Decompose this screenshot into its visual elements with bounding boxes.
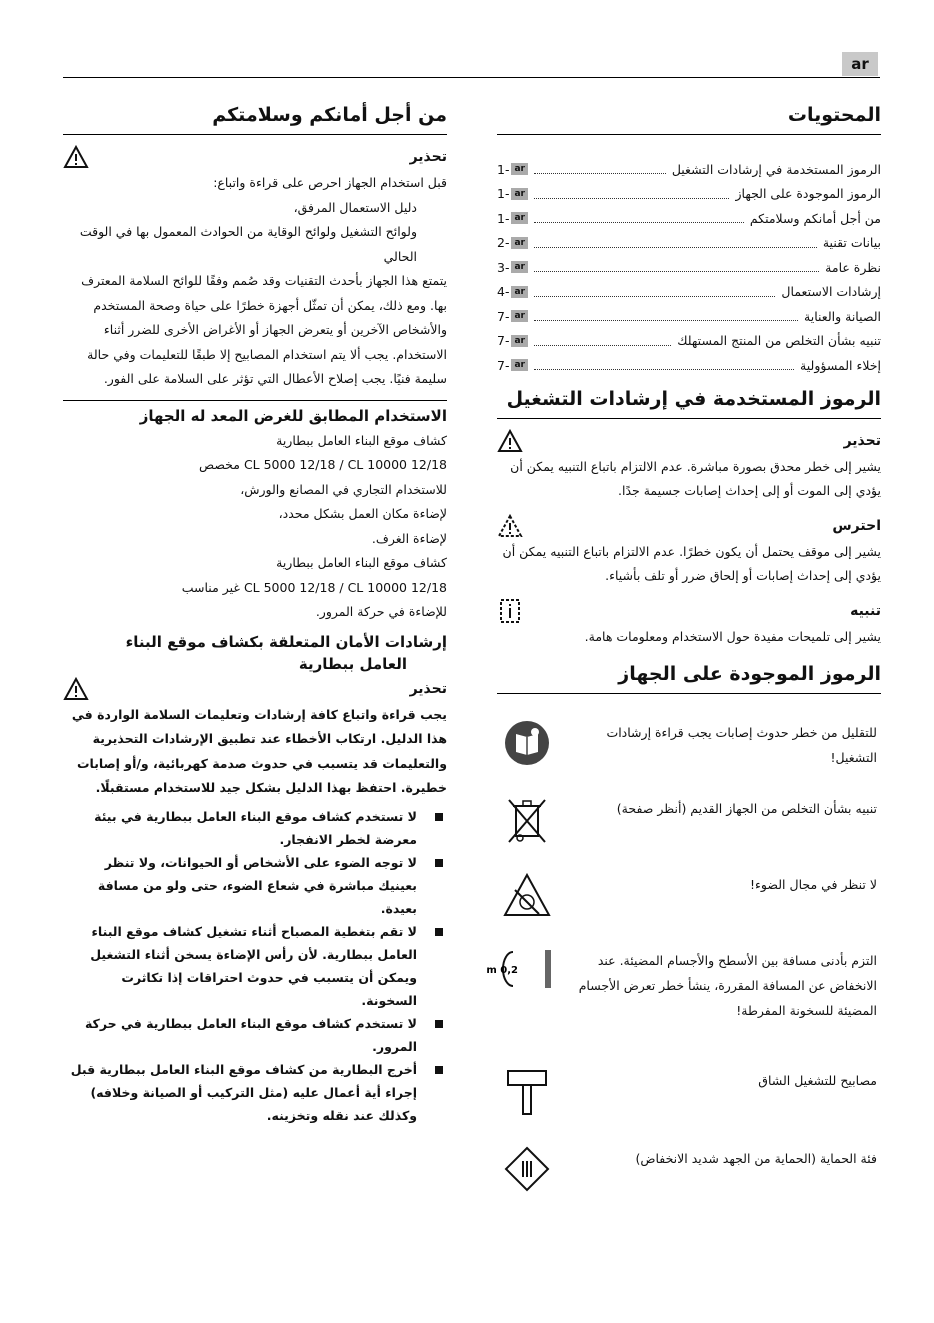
safety-instructions-body: يجب قراءة واتباع كافة إرشادات وتعليمات السلامة الواردة في هذا الدليل. ارتكاب الأخطاء عند تطبيق الإرشادات التحذيرية والتعليمات قد يتسبب في حدوث صدمة كهربائية، و/أو إصابات خطيرة. احتفظ بهذا الدليل بشكل جيد للاستخدام مستقبلًا.	[71, 706, 447, 795]
model-spec: CL 5000 12/18 / CL 10000 12/18 غير مناسب	[181, 579, 447, 595]
toc-entry-label: الرموز المستخدمة في إرشادات التشغيل	[671, 161, 881, 177]
caution-label: احترس	[832, 517, 881, 534]
toc-leader	[534, 213, 744, 223]
list-item: أخرج البطارية من كشاف موقع البناء العامل ببطارية قبل إجراء أية أعمال عليه (مثل التركيب أو الصيانة وخلافه) وكذلك عند نقله وتخزينه.	[63, 1058, 447, 1127]
toc-page-ref	[497, 358, 528, 373]
toc-leader	[534, 164, 666, 174]
warning-label: تحذير	[409, 149, 447, 165]
toc-page-number: 1-	[497, 210, 510, 226]
list-item: لا تقم بتغطية المصباح أثناء تشغيل كشاف موقع البناء العامل ببطارية. لأن رأس الإضاءة يسخن أثناء التشغيل ويمكن أن يتسبب في حدوث احتراقات إذا تكاثرت السخونة.	[63, 920, 447, 1012]
list-item: لا تستخدم كشاف موقع البناء العامل ببطارية في بيئة معرضة لخطر الانفجار.	[63, 805, 447, 851]
toc-entry-label: من أجل أمانكم وسلامتكم	[749, 210, 881, 226]
toc-lang-tag: ar	[511, 163, 528, 175]
ref-manual: دليل الاستعمال المرفق،	[293, 199, 417, 215]
toc-lang-tag: ar	[511, 237, 528, 249]
no-look-light-icon	[503, 872, 551, 918]
warning-triangle-icon	[63, 677, 89, 701]
toc-leader	[534, 189, 729, 199]
table-of-contents	[497, 157, 881, 378]
toc-lang-tag: ar	[511, 261, 528, 273]
symbol-text: التزم بأدنى مسافة بين الأسطح والأجسام المضيئة. عند الانخفاض عن المسافة المقررة، ينشأ خطر تعرض الأجسام المضيئة للسخونة المفرطة!	[578, 953, 877, 1018]
toc-entry[interactable]	[497, 353, 881, 378]
symbol-read-manual	[497, 720, 881, 796]
toc-lang-tag: ar	[511, 286, 528, 298]
warning-row	[63, 677, 447, 701]
symbol-disposal	[497, 796, 881, 872]
note-text: يشير إلى تلميحات مفيدة حول الاستخدام ومعلومات هامة.	[584, 628, 881, 644]
warning-row	[63, 145, 447, 169]
caution-text: يشير إلى موقف يحتمل أن يكون خطرًا. عدم الالتزام باتباع التنبيه يمكن أن يؤدي إلى إحداث إصابات أو إلحاق ضرر أو تلف بأشياء.	[502, 543, 881, 583]
language-badge: ar	[842, 52, 878, 76]
safety-title: من أجل أمانكم وسلامتكم	[63, 104, 447, 135]
toc-lang-tag: ar	[511, 335, 528, 347]
toc-entry-label: بيانات تقنية	[822, 235, 881, 251]
toc-entry-label: الصيانة والعناية	[804, 308, 881, 324]
toc-page-number: 7-	[497, 357, 510, 373]
toc-page-number: 2-	[497, 235, 510, 251]
toc-lang-tag: ar	[511, 359, 528, 371]
use-item: لإضاءة مكان العمل بشكل محدد،	[278, 506, 447, 521]
toc-page-ref	[497, 186, 528, 201]
symbol-text: فئة الحماية (الحماية من الجهد شديد الانخفاض)	[635, 1151, 877, 1166]
protection-class-icon	[504, 1146, 550, 1192]
toc-entry-label: الرموز الموجودة على الجهاز	[735, 186, 881, 202]
toc-leader	[534, 262, 819, 272]
toc-entry[interactable]	[497, 280, 881, 305]
read-manual-icon	[504, 720, 550, 766]
symbol-protection-class	[497, 1146, 881, 1206]
warning-text: يشير إلى خطر محدق بصورة مباشرة. عدم الالتزام باتباع التنبيه يمكن أن يؤدي إلى الموت أو إلى إحداث إصابات جسيمة جدًا.	[510, 458, 881, 498]
toc-entry[interactable]	[497, 206, 881, 231]
toc-lang-tag: ar	[511, 310, 528, 322]
toc-entry-label: إخلاء المسؤولية	[800, 357, 881, 373]
symbol-text: لا تنظر في مجال الضوء!	[750, 877, 877, 892]
toc-entry[interactable]	[497, 255, 881, 280]
symbol-text: للتقليل من خطر حدوث إصابات يجب قراءة إرشادات التشغيل!	[606, 725, 877, 765]
toc-entry[interactable]	[497, 182, 881, 207]
header-rule	[63, 77, 880, 78]
use-item: للاستخدام التجاري في المصانع والورش،	[240, 481, 447, 497]
list-item: لا تستخدم كشاف موقع البناء العامل ببطارية في حركة المرور.	[63, 1012, 447, 1058]
toc-entry[interactable]	[497, 231, 881, 256]
warning-row	[497, 429, 881, 453]
min-distance-icon	[486, 948, 553, 990]
note-icon	[497, 599, 523, 623]
intended-use-title: الاستخدام المطابق للغرض المعد له الجهاز	[63, 400, 447, 425]
warning-triangle-icon	[63, 145, 89, 169]
toc-entry[interactable]	[497, 329, 881, 354]
toc-page-number: 3-	[497, 259, 510, 275]
toc-page-number: 7-	[497, 333, 510, 349]
note-label: تنبيه	[850, 602, 881, 619]
crossed-bin-icon	[504, 796, 550, 846]
toc-title: المحتويات	[497, 104, 881, 135]
toc-page-ref	[497, 260, 528, 275]
use-item: لإضاءة الغرف.	[371, 530, 447, 546]
symbol-text: مصابيح للتشغيل الشاق	[758, 1073, 877, 1088]
symbol-text: تنبيه بشأن التخلص من الجهاز القديم (أنظر صفحة)	[616, 801, 877, 816]
toc-leader	[534, 287, 775, 297]
intro-text: قبل استخدام الجهاز احرص على قراءة واتباع:	[213, 175, 447, 190]
toc-page-number: 7-	[497, 308, 510, 324]
toc-leader	[534, 360, 794, 370]
min-distance-value: 0,2 m	[486, 965, 518, 976]
toc-leader	[534, 311, 798, 321]
ref-regulations: ولوائح التشغيل ولوائح الوقاية من الحوادث المعمول بها في الوقت الحالي	[79, 224, 417, 264]
safety-instructions-subtitle: العامل ببطارية	[298, 654, 407, 673]
toc-leader	[534, 336, 671, 346]
device-symbols-heading: الرموز الموجودة على الجهاز	[497, 663, 881, 694]
toc-lang-tag: ar	[511, 212, 528, 224]
warning-label: تحذير	[843, 432, 881, 449]
model-name: كشاف موقع البناء العامل ببطارية	[276, 555, 447, 570]
toc-page-ref	[497, 211, 528, 226]
toc-page-number: 1-	[497, 161, 510, 177]
symbols-heading: الرموز المستخدمة في إرشادات التشغيل	[497, 388, 881, 419]
toc-page-ref	[497, 162, 528, 177]
symbol-no-look	[497, 872, 881, 948]
left-column	[63, 104, 447, 1127]
toc-entry-label: نظرة عامة	[825, 259, 881, 275]
toc-page-ref	[497, 309, 528, 324]
warning-triangle-icon	[497, 429, 523, 453]
toc-entry-label: إرشادات الاستعمال	[781, 284, 881, 300]
caution-row	[497, 514, 881, 538]
rough-service-icon	[504, 1068, 550, 1116]
right-column	[486, 104, 881, 1206]
toc-page-ref	[497, 333, 528, 348]
toc-page-number: 1-	[497, 186, 510, 202]
symbol-rough-service	[497, 1068, 881, 1146]
safety-body: يتمتع هذا الجهاز بأحدث التقنيات وقد صُمم وفقًا للوائح السلامة المعترف بها. ومع ذلك، يمكن أن تمثّل أجهزة خطرًا على حياة وصحة المستخدم والأشخاص الآخرين أو يتعرض الجهاز أو الأغراض الأخرى للضرر أثناء الاستخدام. يجب ألا يتم استخدام المصابيح إلا طبقًا للتعليمات وفي حالة سليمة فنيًا. يجب إصلاح الأعطال التي تؤثر على السلامة على الفور.	[81, 273, 447, 386]
toc-page-number: 4-	[497, 284, 510, 300]
toc-entry[interactable]	[497, 157, 881, 182]
toc-lang-tag: ar	[511, 188, 528, 200]
toc-entry-label: تنبيه بشأن التخلص من المنتج المستهلك	[677, 333, 881, 349]
caution-triangle-icon	[497, 514, 523, 538]
safety-instructions-title: إرشادات الأمان المتعلقة بكشاف موقع البناء	[125, 632, 447, 651]
note-row	[497, 599, 881, 623]
toc-page-ref	[497, 235, 528, 250]
symbol-min-distance	[486, 948, 881, 1068]
safety-bullets	[63, 805, 447, 1127]
warning-label: تحذير	[409, 680, 447, 697]
toc-leader	[534, 238, 817, 248]
toc-page-ref	[497, 284, 528, 299]
use-item: للإضاءة في حركة المرور.	[315, 604, 447, 619]
list-item: لا توجه الضوء على الأشخاص أو الحيوانات، ولا تنظر بعينيك مباشرة في شعاع الضوء، حتى ولو من مسافة بعيدة.	[63, 851, 447, 920]
model-name: كشاف موقع البناء العامل ببطارية	[276, 432, 447, 448]
toc-entry[interactable]	[497, 304, 881, 329]
model-spec: CL 5000 12/18 / CL 10000 12/18 مخصص	[199, 457, 447, 472]
